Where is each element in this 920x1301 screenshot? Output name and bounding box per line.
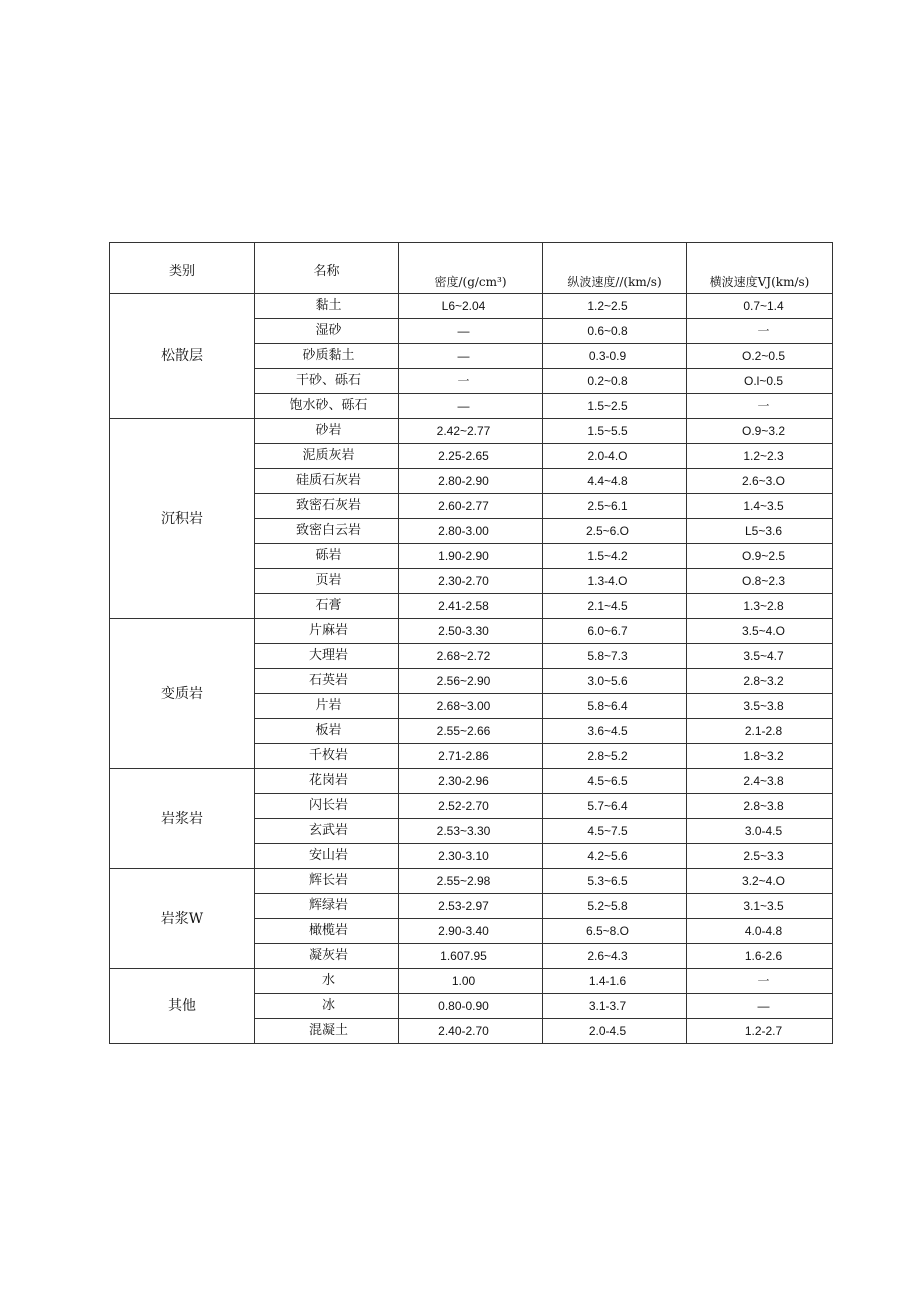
vs-cell: 一 bbox=[687, 394, 833, 419]
vp-cell: 3.1-3.7 bbox=[543, 994, 687, 1019]
vp-cell: 2.5~6.1 bbox=[543, 494, 687, 519]
name-cell: 硅质石灰岩 bbox=[255, 469, 399, 494]
name-cell: 片岩 bbox=[255, 694, 399, 719]
density-cell: 2.30-2.96 bbox=[399, 769, 543, 794]
vp-cell: 0.6~0.8 bbox=[543, 319, 687, 344]
name-cell: 玄武岩 bbox=[255, 819, 399, 844]
vs-cell: O.l~0.5 bbox=[687, 369, 833, 394]
table-row bbox=[110, 869, 833, 894]
vs-cell: 3.1~3.5 bbox=[687, 894, 833, 919]
name-cell: 辉绿岩 bbox=[255, 894, 399, 919]
name-cell: 致密白云岩 bbox=[255, 519, 399, 544]
vp-cell: 4.4~4.8 bbox=[543, 469, 687, 494]
density-cell: 2.80-2.90 bbox=[399, 469, 543, 494]
density-cell: — bbox=[399, 319, 543, 344]
vp-cell: 0.3-0.9 bbox=[543, 344, 687, 369]
vs-cell: 1.3~2.8 bbox=[687, 594, 833, 619]
vp-cell: 1.4-1.6 bbox=[543, 969, 687, 994]
vs-cell: O.9~2.5 bbox=[687, 544, 833, 569]
name-cell: 板岩 bbox=[255, 719, 399, 744]
vs-cell: 2.4~3.8 bbox=[687, 769, 833, 794]
name-cell: 片麻岩 bbox=[255, 619, 399, 644]
name-cell: 辉长岩 bbox=[255, 869, 399, 894]
vp-cell: 1.2~2.5 bbox=[543, 294, 687, 319]
vp-cell: 1.5~4.2 bbox=[543, 544, 687, 569]
vs-cell: 3.0-4.5 bbox=[687, 819, 833, 844]
vs-cell: 1.2~2.3 bbox=[687, 444, 833, 469]
name-cell: 饱水砂、砾石 bbox=[255, 394, 399, 419]
table-row bbox=[110, 619, 833, 644]
density-cell: 2.71-2.86 bbox=[399, 744, 543, 769]
name-cell: 砂岩 bbox=[255, 419, 399, 444]
name-cell: 页岩 bbox=[255, 569, 399, 594]
density-cell: — bbox=[399, 394, 543, 419]
vp-cell: 3.0~5.6 bbox=[543, 669, 687, 694]
density-cell: 2.60-2.77 bbox=[399, 494, 543, 519]
name-cell: 大理岩 bbox=[255, 644, 399, 669]
header-name: 名称 bbox=[255, 243, 399, 294]
name-cell: 混凝土 bbox=[255, 1019, 399, 1044]
vp-cell: 2.8~5.2 bbox=[543, 744, 687, 769]
category-cell: 岩浆W bbox=[110, 869, 255, 969]
name-cell: 泥质灰岩 bbox=[255, 444, 399, 469]
name-cell: 石膏 bbox=[255, 594, 399, 619]
header-category: 类别 bbox=[110, 243, 255, 294]
table-body bbox=[110, 294, 833, 1044]
table-row bbox=[110, 294, 833, 319]
vs-cell: 4.0-4.8 bbox=[687, 919, 833, 944]
vs-cell: 1.2-2.7 bbox=[687, 1019, 833, 1044]
name-cell: 石英岩 bbox=[255, 669, 399, 694]
vp-cell: 6.5~8.O bbox=[543, 919, 687, 944]
vs-cell: 1.8~3.2 bbox=[687, 744, 833, 769]
density-cell: 0.80-0.90 bbox=[399, 994, 543, 1019]
density-cell: 2.30-2.70 bbox=[399, 569, 543, 594]
rock-property-table bbox=[109, 242, 833, 1044]
vp-cell: 0.2~0.8 bbox=[543, 369, 687, 394]
density-cell: 2.25-2.65 bbox=[399, 444, 543, 469]
density-cell: 2.40-2.70 bbox=[399, 1019, 543, 1044]
density-cell: 2.52-2.70 bbox=[399, 794, 543, 819]
name-cell: 干砂、砾石 bbox=[255, 369, 399, 394]
density-cell: 2.41-2.58 bbox=[399, 594, 543, 619]
name-cell: 千枚岩 bbox=[255, 744, 399, 769]
vp-cell: 4.5~7.5 bbox=[543, 819, 687, 844]
vp-cell: 5.3~6.5 bbox=[543, 869, 687, 894]
category-cell: 岩浆岩 bbox=[110, 769, 255, 869]
name-cell: 砂质黏土 bbox=[255, 344, 399, 369]
header-density: 密度/(g∕cm³) bbox=[399, 243, 543, 294]
density-cell: 2.90-3.40 bbox=[399, 919, 543, 944]
vp-cell: 6.0~6.7 bbox=[543, 619, 687, 644]
density-cell: 2.80-3.00 bbox=[399, 519, 543, 544]
vs-cell: O.2~0.5 bbox=[687, 344, 833, 369]
table-row bbox=[110, 419, 833, 444]
name-cell: 橄榄岩 bbox=[255, 919, 399, 944]
name-cell: 闪长岩 bbox=[255, 794, 399, 819]
category-cell: 沉积岩 bbox=[110, 419, 255, 619]
density-cell: — bbox=[399, 344, 543, 369]
name-cell: 致密石灰岩 bbox=[255, 494, 399, 519]
vp-cell: 5.8~6.4 bbox=[543, 694, 687, 719]
vp-cell: 5.8~7.3 bbox=[543, 644, 687, 669]
vp-cell: 2.6~4.3 bbox=[543, 944, 687, 969]
vp-cell: 2.1~4.5 bbox=[543, 594, 687, 619]
vs-cell: 一 bbox=[687, 969, 833, 994]
header-vs: 横波速度VJ(km∕s) bbox=[687, 243, 833, 294]
vs-cell: — bbox=[687, 994, 833, 1019]
vp-cell: 2.0-4.5 bbox=[543, 1019, 687, 1044]
vs-cell: 2.6~3.O bbox=[687, 469, 833, 494]
vs-cell: 2.1-2.8 bbox=[687, 719, 833, 744]
vs-cell: 一 bbox=[687, 319, 833, 344]
rock-property-table-container bbox=[109, 242, 832, 1043]
density-cell: 2.55~2.98 bbox=[399, 869, 543, 894]
vs-cell: 2.8~3.2 bbox=[687, 669, 833, 694]
category-cell: 松散层 bbox=[110, 294, 255, 419]
name-cell: 凝灰岩 bbox=[255, 944, 399, 969]
density-cell: 1.00 bbox=[399, 969, 543, 994]
header-vp: 纵波速度//(km∕s) bbox=[543, 243, 687, 294]
name-cell: 水 bbox=[255, 969, 399, 994]
name-cell: 黏土 bbox=[255, 294, 399, 319]
name-cell: 花岗岩 bbox=[255, 769, 399, 794]
vs-cell: 2.8~3.8 bbox=[687, 794, 833, 819]
vs-cell: 1.4~3.5 bbox=[687, 494, 833, 519]
vp-cell: 5.2~5.8 bbox=[543, 894, 687, 919]
name-cell: 安山岩 bbox=[255, 844, 399, 869]
density-cell: 2.53-2.97 bbox=[399, 894, 543, 919]
density-cell: 2.68~2.72 bbox=[399, 644, 543, 669]
vs-cell: 1.6-2.6 bbox=[687, 944, 833, 969]
density-cell: 2.55~2.66 bbox=[399, 719, 543, 744]
vs-cell: O.8~2.3 bbox=[687, 569, 833, 594]
vp-cell: 4.5~6.5 bbox=[543, 769, 687, 794]
vp-cell: 2.5~6.O bbox=[543, 519, 687, 544]
vp-cell: 4.2~5.6 bbox=[543, 844, 687, 869]
density-cell: 2.50-3.30 bbox=[399, 619, 543, 644]
density-cell: 1.607.95 bbox=[399, 944, 543, 969]
vp-cell: 3.6~4.5 bbox=[543, 719, 687, 744]
vs-cell: 3.2~4.O bbox=[687, 869, 833, 894]
vs-cell: 3.5~3.8 bbox=[687, 694, 833, 719]
density-cell: 1.90-2.90 bbox=[399, 544, 543, 569]
density-cell: 2.53~3.30 bbox=[399, 819, 543, 844]
vp-cell: 1.5~5.5 bbox=[543, 419, 687, 444]
category-cell: 其他 bbox=[110, 969, 255, 1044]
name-cell: 砾岩 bbox=[255, 544, 399, 569]
table-row bbox=[110, 969, 833, 994]
density-cell: 2.56~2.90 bbox=[399, 669, 543, 694]
category-cell: 变质岩 bbox=[110, 619, 255, 769]
vs-cell: 3.5~4.O bbox=[687, 619, 833, 644]
name-cell: 冰 bbox=[255, 994, 399, 1019]
name-cell: 湿砂 bbox=[255, 319, 399, 344]
density-cell: 2.42~2.77 bbox=[399, 419, 543, 444]
density-cell: L6~2.04 bbox=[399, 294, 543, 319]
vs-cell: 0.7~1.4 bbox=[687, 294, 833, 319]
vp-cell: 1.5~2.5 bbox=[543, 394, 687, 419]
table-row bbox=[110, 769, 833, 794]
vs-cell: 2.5~3.3 bbox=[687, 844, 833, 869]
vp-cell: 5.7~6.4 bbox=[543, 794, 687, 819]
density-cell: 2.68~3.00 bbox=[399, 694, 543, 719]
density-cell: 一 bbox=[399, 369, 543, 394]
vs-cell: L5~3.6 bbox=[687, 519, 833, 544]
vs-cell: O.9~3.2 bbox=[687, 419, 833, 444]
vs-cell: 3.5~4.7 bbox=[687, 644, 833, 669]
vp-cell: 1.3-4.O bbox=[543, 569, 687, 594]
header-row bbox=[110, 243, 833, 294]
vp-cell: 2.0-4.O bbox=[543, 444, 687, 469]
density-cell: 2.30-3.10 bbox=[399, 844, 543, 869]
